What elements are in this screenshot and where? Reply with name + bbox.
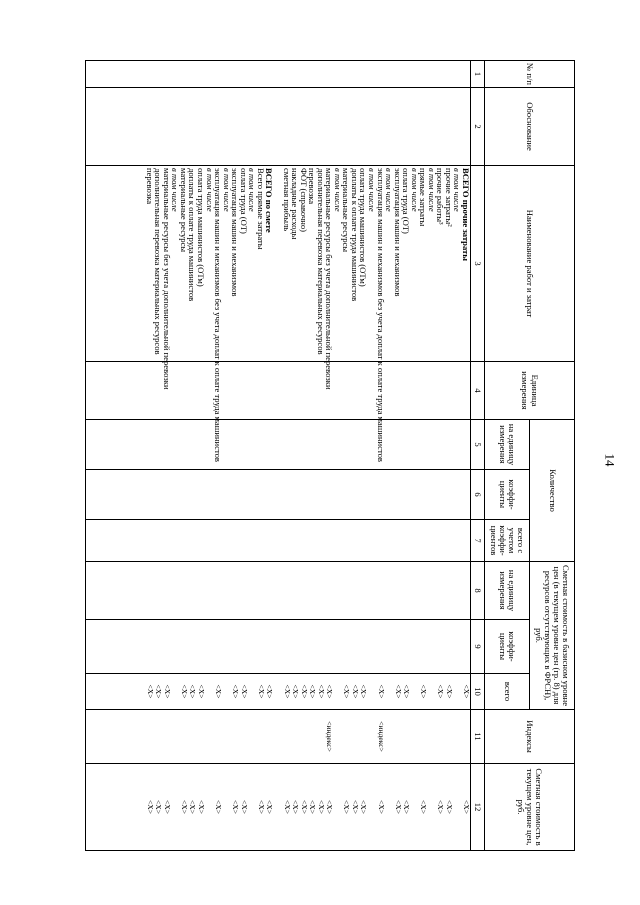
cell-unit [86, 362, 471, 420]
cost-total-marker: <Х> [239, 684, 249, 699]
current-cost-marker: <Х> [350, 799, 360, 815]
line-item-name: оплата труда (ОТ) [401, 168, 412, 234]
column-number: 10 [471, 674, 485, 710]
line-item-name: перевозка [144, 168, 155, 205]
current-cost-marker: <Х> [145, 799, 155, 815]
current-cost-marker: <Х> [256, 799, 266, 815]
table-body-row [86, 61, 471, 851]
cost-total-marker: <Х> [282, 684, 292, 699]
cost-total-marker: <Х> [316, 684, 326, 699]
line-item-name: сметная прибыль [281, 168, 292, 232]
header-qty-total: всего с учетом коэффи-циентов [485, 520, 530, 562]
column-number: 1 [471, 61, 485, 88]
line-item-name: прочие затраты² [443, 168, 454, 227]
index-marker [291, 712, 300, 761]
index-marker [205, 712, 214, 761]
index-marker [179, 712, 188, 761]
current-cost-marker: <Х> [402, 799, 412, 815]
cell-qty-per-unit [86, 420, 471, 470]
header-basis: Обоснование [485, 88, 575, 166]
index-marker [188, 712, 197, 761]
current-cost-marker: <Х> [436, 799, 446, 815]
current-cost-marker: <Х> [376, 799, 386, 815]
current-cost-marker: <Х> [214, 799, 224, 815]
current-cost-marker: <Х> [231, 799, 241, 815]
cost-total-marker: <Х> [154, 684, 164, 699]
cost-total-marker [248, 676, 257, 707]
current-cost-marker: <Х> [291, 799, 301, 815]
current-cost-marker: <Х> [359, 799, 369, 815]
cost-total-marker [222, 676, 231, 707]
index-marker [316, 712, 325, 761]
current-cost-marker [333, 766, 342, 848]
index-marker [342, 712, 351, 761]
cost-total-marker: <Х> [299, 684, 309, 699]
current-cost-marker: <Х> [179, 799, 189, 815]
index-marker [273, 712, 282, 761]
cell-cost-per-unit [86, 562, 471, 620]
cost-total-marker: <Х> [444, 684, 454, 699]
column-number: 9 [471, 620, 485, 674]
line-item-name: в том числе [332, 168, 343, 212]
index-marker [231, 712, 240, 761]
line-item-name: в том числе [204, 168, 215, 212]
index-marker [350, 712, 359, 761]
cost-total-marker: <Х> [436, 684, 446, 699]
page-number: 14 [602, 453, 618, 467]
cost-total-marker: <Х> [359, 684, 369, 699]
index-marker [154, 712, 163, 761]
index-marker: <индекс> [376, 721, 386, 752]
cost-total-marker: <Х> [231, 684, 241, 699]
current-cost-marker: <Х> [308, 799, 318, 815]
line-item-name: оплата труда (ОТ) [238, 168, 249, 234]
line-item-name: прочие работы³ [435, 168, 446, 225]
line-item-name: Всего прямые затраты [255, 168, 266, 250]
current-cost-marker [385, 766, 394, 848]
line-item-name: прямые затраты [418, 168, 429, 227]
line-item-name: эксплуатация машин и механизмов [230, 168, 241, 297]
index-marker [359, 712, 368, 761]
line-item-name: в том числе [426, 168, 437, 212]
current-cost-marker [248, 766, 257, 848]
line-item-name: в том числе [409, 168, 420, 212]
index-marker [367, 712, 376, 761]
cost-total-marker [171, 676, 180, 707]
index-marker [171, 712, 180, 761]
column-number: 7 [471, 520, 485, 562]
cost-total-marker [453, 676, 462, 707]
index-marker [385, 712, 394, 761]
line-item-name: в том числе [170, 168, 181, 212]
line-item-name: в том числе [221, 168, 232, 212]
cost-total-marker [410, 676, 419, 707]
index-marker [214, 712, 223, 761]
line-item-name: эксплуатация машин и механизмов [392, 168, 403, 297]
cost-total-marker: <Х> [162, 684, 172, 699]
column-number: 2 [471, 88, 485, 166]
column-number: 6 [471, 470, 485, 520]
index-marker [162, 712, 171, 761]
header-cost-per-unit: на единицу измерения [485, 562, 530, 620]
line-item-name: перевозка [307, 168, 318, 205]
cost-total-marker: <Х> [462, 684, 471, 699]
line-item-name: эксплуатация машин и механизмов без учета доплат к оплате труда машинистов [213, 168, 224, 462]
line-item-name: в том числе [366, 168, 377, 212]
index-marker [333, 712, 342, 761]
cost-total-marker [273, 676, 282, 707]
current-cost-marker [453, 766, 462, 848]
cost-total-marker: <Х> [376, 684, 386, 699]
cost-total-marker: <Х> [291, 684, 301, 699]
cost-total-marker [385, 676, 394, 707]
cell-num [86, 61, 471, 88]
column-number: 11 [471, 710, 485, 764]
index-marker [461, 712, 470, 761]
column-number: 8 [471, 562, 485, 620]
line-item-name: ВСЕГО прочие затраты [461, 168, 471, 261]
estimate-table [85, 60, 575, 851]
line-item-name: материальные ресурсы без учета дополнительной перевозки [324, 168, 335, 390]
header-num: № п/п [485, 61, 575, 88]
cost-total-marker [367, 676, 376, 707]
header-cost-total: всего [485, 674, 530, 710]
header-cost-coef: коэффи-циенты [485, 620, 530, 674]
cost-total-marker: <Х> [393, 684, 403, 699]
index-marker [222, 712, 231, 761]
line-item-name: дополнительная перевозка материальных ресурсов [153, 168, 164, 355]
current-cost-marker [367, 766, 376, 848]
header-qty: Количество [530, 420, 575, 562]
header-unit: Единица измерения [485, 362, 575, 420]
column-number: 4 [471, 362, 485, 420]
line-item-name: в том числе [452, 168, 463, 212]
line-item-name: доплаты к оплате труда машинистов [349, 168, 360, 302]
line-item-name: материальные ресурсы без учета дополнительной перевозки [161, 168, 172, 390]
line-item-name: ВСЕГО по смете [264, 168, 275, 233]
current-cost-marker: <Х> [282, 799, 292, 815]
line-item-name: накладные расходы [290, 168, 301, 240]
column-number: 3 [471, 166, 485, 362]
current-cost-marker: <Х> [299, 799, 309, 815]
cost-total-marker [205, 676, 214, 707]
header-cost: Сметная стоимость в базисном уровне цен (в текущем уровне цен (гр. 8) для ресурсов отсутствующих в ФРСН), руб. [530, 562, 575, 710]
cost-total-marker: <Х> [179, 684, 189, 699]
current-cost-marker: <Х> [393, 799, 403, 815]
line-item-name: оплата труда машинистов (ОТм) [358, 168, 369, 287]
index-marker [248, 712, 257, 761]
cost-total-marker: <Х> [145, 684, 155, 699]
index-marker [308, 712, 317, 761]
line-item-name: эксплуатация машин и механизмов без учета доплат к оплате труда машинистов [375, 168, 386, 462]
header-qty-per-unit: на единицу измерения [485, 420, 530, 470]
column-number: 12 [471, 764, 485, 851]
current-cost-marker: <Х> [154, 799, 164, 815]
cost-total-marker [333, 676, 342, 707]
line-item-name [273, 168, 282, 359]
index-marker [265, 712, 274, 761]
index-marker [444, 712, 453, 761]
cell-cost-total-lines [86, 674, 471, 710]
cost-total-marker: <Х> [188, 684, 198, 699]
index-marker [453, 712, 462, 761]
index-marker [239, 712, 248, 761]
line-item-name: в том числе [384, 168, 395, 212]
current-cost-marker [427, 766, 436, 848]
index-marker [393, 712, 402, 761]
line-item-name: в том числе [247, 168, 258, 212]
cell-cost-coef [86, 620, 471, 674]
header-name: Наименование работ и затрат [485, 166, 575, 362]
index-marker [197, 712, 206, 761]
line-item-name: оплата труда машинистов (ОТм) [196, 168, 207, 287]
index-marker [299, 712, 308, 761]
line-item-name: дополнительная перевозка материальных ресурсов [315, 168, 326, 355]
cost-total-marker: <Х> [342, 684, 352, 699]
index-marker [427, 712, 436, 761]
current-cost-marker [273, 766, 282, 848]
current-cost-marker [171, 766, 180, 848]
current-cost-marker: <Х> [188, 799, 198, 815]
line-item-name: материальные ресурсы [178, 168, 189, 253]
current-cost-marker: <Х> [265, 799, 275, 815]
current-cost-marker: <Х> [444, 799, 454, 815]
current-cost-marker: <Х> [419, 799, 429, 815]
line-item-name: ФОТ (справочно) [298, 168, 309, 233]
current-cost-marker: <Х> [462, 799, 471, 815]
cost-total-marker: <Х> [197, 684, 207, 699]
index-marker [145, 712, 154, 761]
cost-total-marker [427, 676, 436, 707]
index-marker [282, 712, 291, 761]
column-number: 5 [471, 420, 485, 470]
cost-total-marker: <Х> [419, 684, 429, 699]
current-cost-marker: <Х> [316, 799, 326, 815]
cost-total-marker: <Х> [265, 684, 275, 699]
cell-basis [86, 88, 471, 166]
current-cost-marker [205, 766, 214, 848]
index-marker [256, 712, 265, 761]
cell-name-lines [86, 166, 471, 462]
index-marker [410, 712, 419, 761]
index-marker [436, 712, 445, 761]
current-cost-marker [410, 766, 419, 848]
header-qty-coef: коэффи-циенты [485, 470, 530, 520]
cell-index-lines [86, 710, 471, 764]
current-cost-marker: <Х> [197, 799, 207, 815]
header-current-cost: Сметная стоимость в текущем уровне цен, руб. [485, 764, 575, 851]
current-cost-marker: <Х> [325, 799, 335, 815]
current-cost-marker [222, 766, 231, 848]
cell-qty-total [86, 520, 471, 562]
line-item-name: доплаты к оплате труда машинистов [187, 168, 198, 302]
current-cost-marker: <Х> [342, 799, 352, 815]
cost-total-marker: <Х> [308, 684, 318, 699]
line-item-name: материальные ресурсы [341, 168, 352, 253]
current-cost-marker: <Х> [162, 799, 172, 815]
column-number-row [471, 61, 485, 851]
cell-current-cost-lines [86, 764, 471, 851]
index-marker [419, 712, 428, 761]
cost-total-marker: <Х> [402, 684, 412, 699]
index-marker: <индекс> [325, 721, 335, 752]
cost-total-marker: <Х> [350, 684, 360, 699]
index-marker [402, 712, 411, 761]
cost-total-marker: <Х> [325, 684, 335, 699]
header-index: Индексы [485, 710, 575, 764]
current-cost-marker: <Х> [239, 799, 249, 815]
cell-qty-coef [86, 470, 471, 520]
cost-total-marker: <Х> [214, 684, 224, 699]
cost-total-marker: <Х> [256, 684, 266, 699]
rotated-estimate-table [60, 60, 575, 850]
